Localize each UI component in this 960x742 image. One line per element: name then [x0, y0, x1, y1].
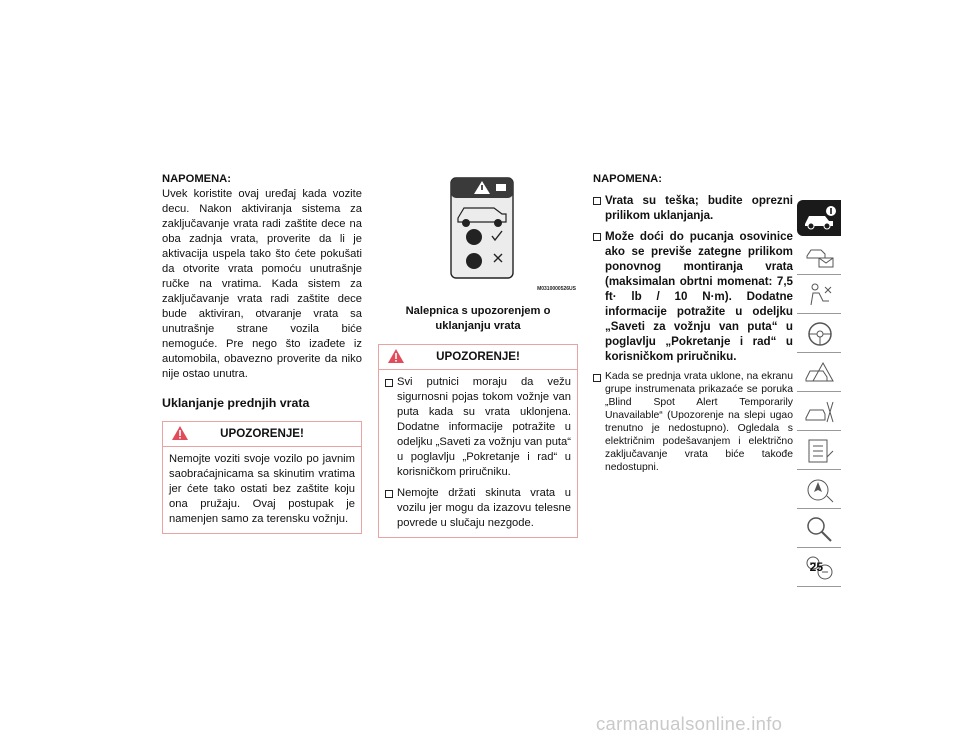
bullet-item [593, 229, 793, 364]
warning-body-2 [379, 370, 577, 537]
tab-seat-person[interactable] [797, 277, 841, 314]
bullet-item [385, 486, 571, 531]
tab-mail[interactable] [797, 238, 841, 275]
tab-steering-wheel[interactable] [797, 316, 841, 353]
bullet-text: Svi putnici moraju da vežu sigurnosni pojas tokom vožnje van puta kada su vrata uklonjena. Dodatne informacije potražite u odeljku „Saveti za vožnju van puta“ u poglavlju „Pokretanje i rad“ u korisničkom priručniku. [397, 376, 571, 478]
tab-search[interactable] [797, 511, 841, 548]
figure-caption: Nalepnica s upozorenjem o uklanjanju vrata [405, 305, 551, 332]
checkbox-bullet-icon [593, 197, 601, 205]
page-number: 25 [809, 560, 823, 574]
checkbox-bullet-icon [593, 233, 601, 241]
warning-title: UPOZORENJE! [220, 427, 304, 440]
checkbox-bullet-icon [385, 490, 393, 498]
warning-triangle-icon [171, 425, 189, 450]
note-title-2: NAPOMENA: [593, 173, 662, 185]
bullet-item [593, 193, 793, 223]
steering-wheel-icon [803, 320, 837, 348]
checkbox-bullet-icon [593, 374, 601, 382]
bullet-text: Može doći do pucanja osovinice ako se previše zategne prilikom ponovnog montiranja vrata (maksimalan obrtni momenat: 7,5 ft· lb / 10 N·m). Dodatne informacije potražite u odeljku „Saveti za vožnju van puta“ u poglavlju „Pokretanje i rad“ u korisničkom priručniku. [605, 230, 793, 363]
warning-box [162, 421, 362, 534]
bullet-text: Vrata su teška; budite oprezni prilikom uklanjanja. [605, 194, 793, 222]
warning-header-2 [379, 345, 577, 370]
bullet-text: Nemojte držati skinuta vrata u vozilu jer mogu da izazovu telesne povrede u slučaju nezgode. [397, 487, 571, 529]
bullet-text: Kada se prednja vrata uklone, na ekranu grupe instrumenata prikazaće se poruka „Blind Spot Alert Temporarily Unavailable“ (Upozorenje na slepi ugao trenutno je nedostupno). Ogledala s električnim podešavanjem i električno zaključavanje vrata biće takođe nedostupni. [605, 371, 793, 473]
car-info-icon [803, 204, 837, 232]
tab-specs-list[interactable] [797, 433, 841, 470]
warning-title-2: UPOZORENJE! [436, 350, 520, 363]
warning-header [163, 422, 361, 447]
watermark: carmanualsonline.info [596, 713, 783, 734]
column-1 [162, 172, 362, 534]
navigation-icon [803, 476, 837, 504]
warning-box-2 [378, 344, 578, 538]
specs-list-icon [803, 437, 837, 465]
tab-navigation[interactable] [797, 472, 841, 509]
bullet-item [593, 370, 793, 474]
tab-car-info[interactable] [797, 200, 841, 236]
car-crash-icon [803, 359, 837, 387]
door-warning-label-figure [424, 174, 544, 286]
car-tools-icon [803, 398, 837, 426]
mail-icon [803, 242, 837, 270]
seat-person-icon [803, 281, 837, 309]
warning-text: Nemojte voziti svoje vozilo po javnim saobraćajnicama sa skinutim vratima jer ćete tako ostati bez zaštite koju ona pružaju. Ovaj postupak je namenjen samo za terensku vožnju. [169, 453, 355, 525]
tab-car-crash[interactable] [797, 355, 841, 392]
figure-code: M0310000526US [537, 286, 576, 292]
bullet-item [385, 375, 571, 480]
search-icon [803, 515, 837, 543]
checkbox-bullet-icon [385, 379, 393, 387]
tab-car-tools[interactable] [797, 394, 841, 431]
column-3 [593, 172, 793, 474]
warning-triangle-icon [387, 348, 405, 373]
chapter-tabs [797, 200, 841, 589]
note-text: Uvek koristite ovaj uređaj kada vozite decu. Nakon aktiviranja sistema za zaključavanje vrata radi zaštite dece na oba zadnja vrata, proverite da li je aktivacija uspela tako što ćete pokušati da otvorite vrata pomoću unutrašnje ručke na vratima. Kada sistem za zaključavanje vrata radi zaštite dece bude aktiviran, otvaranje vrata sa unutrašnje strane vozila biće nemoguće. Pre nego što izađete iz automobila, obavezno proverite da niko nije ostao unutra. [162, 188, 362, 380]
section-heading: Uklanjanje prednjih vrata [162, 396, 310, 410]
note-title: NAPOMENA: [162, 173, 231, 185]
column-2 [378, 172, 578, 538]
